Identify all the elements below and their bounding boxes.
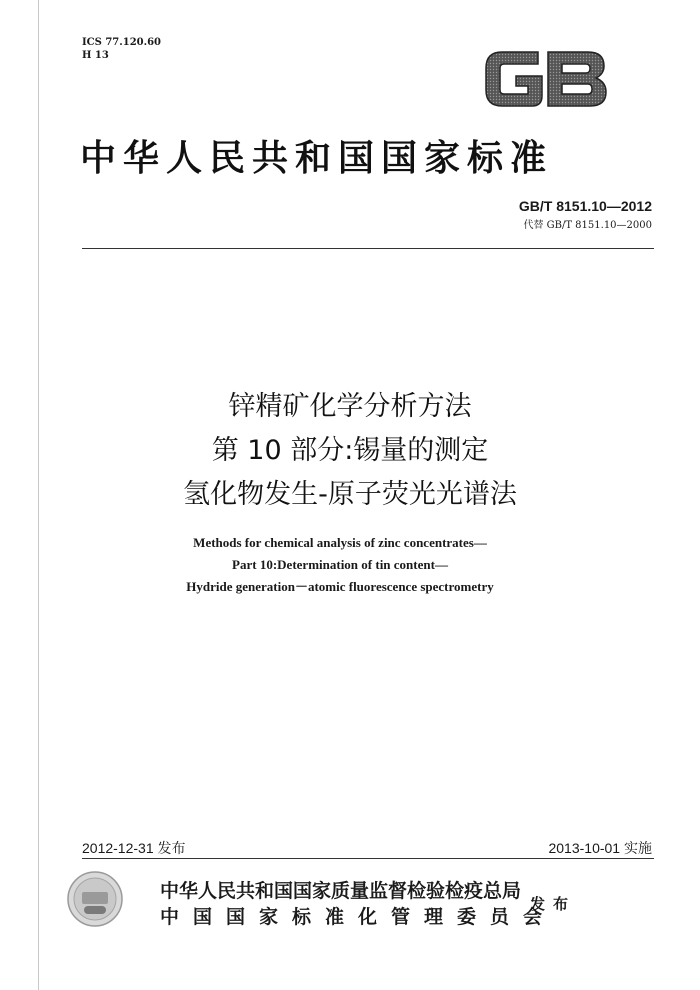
- logo-letter-g: [486, 52, 542, 106]
- publish-label: 发布: [530, 895, 577, 913]
- header-divider: [82, 248, 654, 249]
- logo-text: GB: [480, 29, 505, 48]
- chinese-title: [80, 385, 620, 517]
- publisher-aqsiq: 中华人民共和国国家质量监督检验检疫总局: [160, 880, 522, 902]
- logo-letter-b: [548, 52, 606, 106]
- classification-block: [82, 36, 161, 62]
- scan-edge-line: [38, 0, 39, 990]
- replaces-code: 代替 GB/T 8151.10—2000: [523, 220, 652, 231]
- chinese-title-line-2: 第 10 部分:锡量的测定: [211, 435, 489, 466]
- english-title-line-1: Methods for chemical analysis of zinc concentrates—: [193, 535, 487, 550]
- english-title: [70, 532, 610, 598]
- standard-code: GB/T 8151.10—2012: [518, 198, 652, 214]
- english-title-line-2: Part 10:Determination of tin content—: [232, 557, 448, 572]
- implementation-date: 2013-10-01 实施: [548, 840, 652, 856]
- publishers: [160, 878, 556, 930]
- class-code: H 13: [82, 50, 109, 61]
- national-standard-title: 中华人民共和国国家标准: [80, 137, 554, 179]
- issue-date: 2012-12-31 发布: [82, 840, 186, 856]
- english-title-line-3: Hydride generation－atomic fluorescence spectrometry: [186, 579, 494, 594]
- chinese-title-line-3: 氢化物发生-原子荧光光谱法: [183, 479, 517, 510]
- anti-counterfeit-seal-icon: [66, 870, 124, 928]
- footer-divider: [82, 858, 654, 859]
- publisher-sac: 中国国家标准化管理委员会: [160, 906, 557, 928]
- chinese-title-line-1: 锌精矿化学分析方法: [228, 391, 472, 422]
- gb-logo-icon: [480, 29, 610, 114]
- standard-code-block: [519, 198, 652, 231]
- ics-code: ICS 77.120.60: [82, 37, 162, 48]
